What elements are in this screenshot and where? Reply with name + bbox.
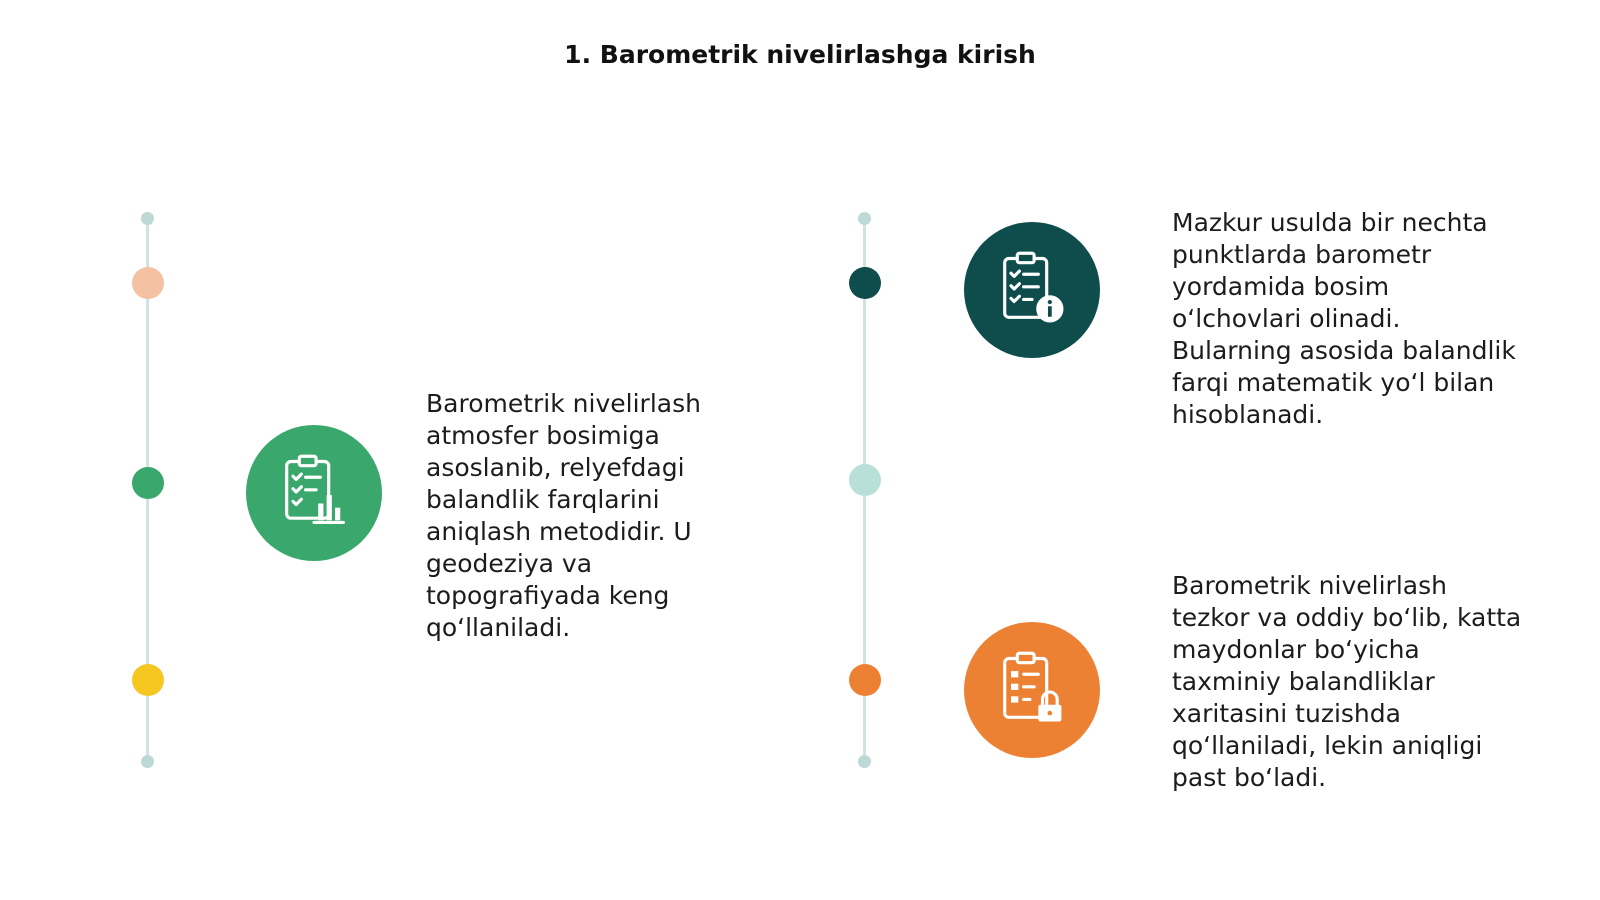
page-title: 1. Barometrik nivelirlashga kirish <box>564 40 1036 69</box>
timeline-dot-green <box>132 467 164 499</box>
block-3-text: Barometrik nivelirlash tezkor va oddiy bo‘lib, katta maydonlar bo‘yicha taxminiy balandliklar xaritasini tuzishda qo‘llaniladi, lekin aniqligi past bo‘ladi. <box>1172 571 1522 792</box>
block-2-text: Mazkur usulda bir nechta punktlarda barometr yordamida bosim o‘lchovlari olinadi. Bularning asosida balandlik farqi matematik yo‘l bilan hisoblanadi. <box>1172 208 1516 429</box>
timeline-dot-dark-teal <box>849 267 881 299</box>
timeline-dot-light-teal <box>849 464 881 496</box>
timeline-end-dot <box>141 755 154 768</box>
clipboard-lock-icon <box>964 622 1100 758</box>
timeline-end-dot <box>858 755 871 768</box>
clipboard-info-icon <box>964 222 1100 358</box>
timeline-dot-orange <box>849 664 881 696</box>
right-timeline <box>845 210 885 770</box>
left-timeline <box>128 210 168 770</box>
clipboard-chart-icon <box>246 425 382 561</box>
timeline-end-dot <box>141 212 154 225</box>
timeline-dot-yellow <box>132 664 164 696</box>
timeline-dot-peach <box>132 267 164 299</box>
block-1-text: Barometrik nivelirlash atmosfer bosimiga asoslanib, relyefdagi balandlik farqlarini aniqlash metodidir. U geodeziya va topografiyada keng qo‘llaniladi. <box>426 389 701 642</box>
timeline-end-dot <box>858 212 871 225</box>
